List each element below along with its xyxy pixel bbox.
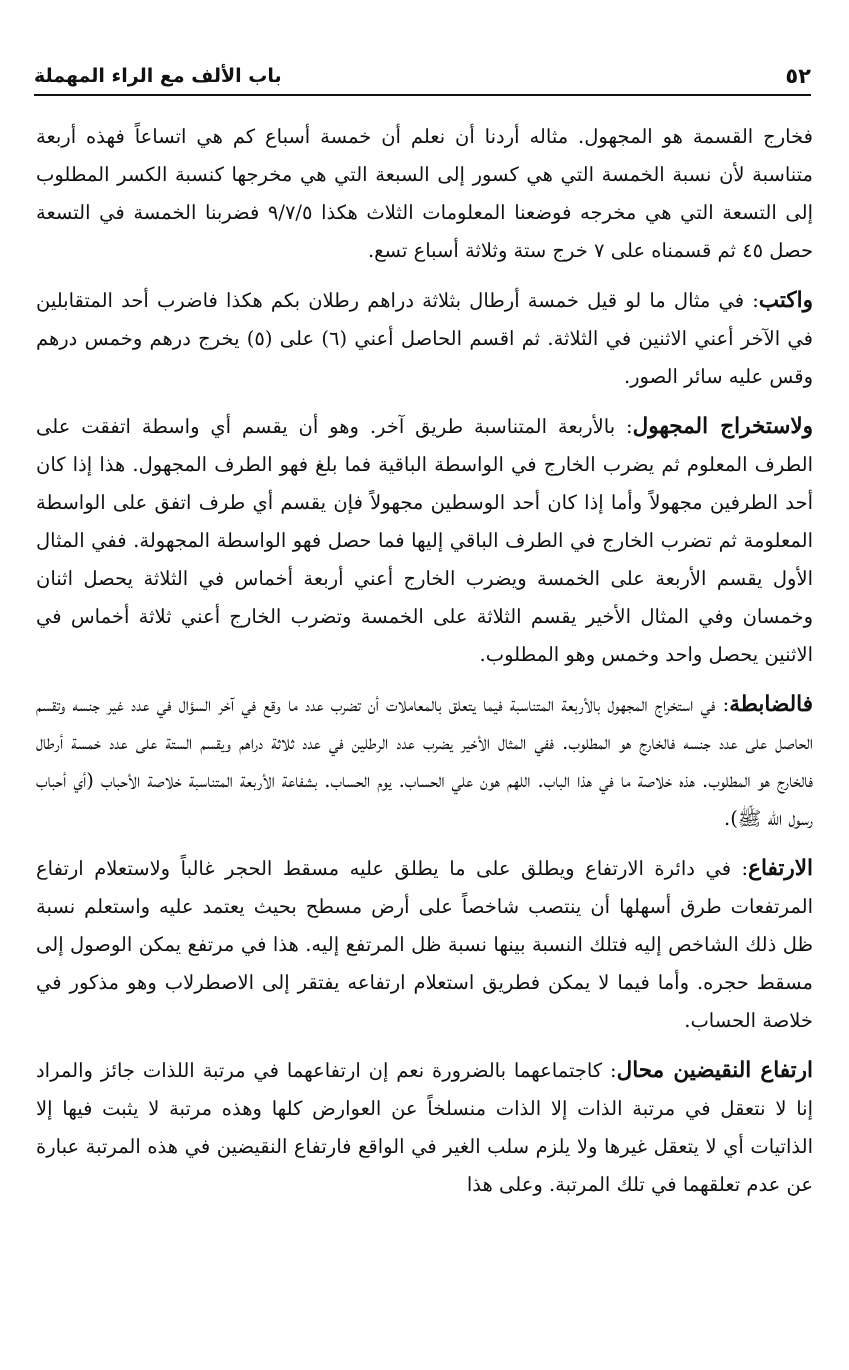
- paragraph: [36, 282, 813, 396]
- paragraph: [36, 850, 813, 1040]
- paragraph-lead: فالضابطة: [729, 692, 813, 717]
- paragraph: [36, 408, 813, 674]
- page-header: [34, 58, 811, 96]
- chapter-title: باب الألف مع الراء المهملة: [34, 65, 282, 87]
- paragraph-lead: واكتب: [758, 288, 813, 313]
- body-text: [36, 118, 813, 1216]
- page-number: ٥٢: [785, 64, 811, 88]
- paragraph-lead: ارتفاع النقيضين محال: [616, 1058, 813, 1083]
- paragraph: [36, 1052, 813, 1204]
- paragraph-lead: ولاستخراج المجهول: [632, 414, 813, 439]
- paragraph-text: : كاجتماعهما بالضرورة نعم إن ارتفاعهما في مرتبة اللذات جائز والمراد إنا لا نتعقل في مرتبة الذات إلا الذات منسلخاً عن العوارض كلها وهذه مرتبة لا يثبت فيها إلا الذاتيات أي لا يتعقل غيرها ولا يلزم سلب الغير في الواقع فارتفاع النقيضين في هذه المرتبة عبارة عن عدم تعلقهما في تلك المرتبة. وعلى هذا: [36, 1059, 813, 1196]
- paragraph-lead: الارتفاع: [748, 856, 813, 881]
- paragraph-text: فخارج القسمة هو المجهول. مثاله أردنا أن نعلم أن خمسة أسباع كم هي اتساعاً فهذه أربعة متناسبة لأن نسبة الخمسة التي هي كسور إلى السبعة التي هي مخرجها كنسبة الكسر المطلوب إلى التسعة التي هي مخرجه فوضعنا المعلومات الثلاث هكذا ٩/٧/٥ فضربنا الخمسة في التسعة حصل ٤٥ ثم قسمناه على ٧ خرج ستة وثلاثة أسباع تسع.: [36, 125, 813, 262]
- paragraph-text: : في استخراج المجهول بالأربعة المتناسبة فيما يتعلق بالمعاملات أن تضرب عدد ما وقع في آخر السؤال في عدد غير جنسه وتقسم الحاصل على عدد جنسه فالخارج هو المطلوب. ففي المثال الأخير يضرب عدد الرطلين في عدد ثلاثة دراهم ويقسم الستة على عدد خمسة أرطال فالخارج هو المطلوب. هذه خلاصة ما في هذا الباب. اللهم هون علي الحساب. يوم الحساب. بشفاعة الأربعة المتناسبة خلاصة الأحباب (أي أحباب رسول الله ﷺ).: [36, 693, 813, 830]
- paragraph: [36, 118, 813, 270]
- paragraph-text: : في دائرة الارتفاع ويطلق على ما يطلق عليه مسقط الحجر غالباً ولاستعلام ارتفاع المرتفعات طرق أسهلها أن ينتصب شاخصاً على أرض مسطح بحيث يعتمد عليه واستعلم نسبة ظل ذلك الشاخص إليه فتلك النسبة بينها نسبة ظل المرتفع إليه. هذا في مرتفع يمكن الوصول إلى مسقط حجره. وأما فيما لا يمكن فطريق استعلام ارتفاعه يفتقر إلى الاصطرلاب وهو مذكور في خلاصة الحساب.: [36, 857, 813, 1032]
- paragraph: [36, 686, 813, 838]
- paragraph-text: : بالأربعة المتناسبة طريق آخر. وهو أن يقسم أي واسطة اتفقت على الطرف المعلوم ثم يضرب الخارج في الواسطة الباقية فما بلغ فهو الطرف المجهول. هذا إذا كان أحد الطرفين مجهولاً وأما إذا كان أحد الوسطين مجهولاً فإن يقسم أي طرف اتفق على الواسطة المعلومة ثم تضرب الخارج في الطرف الباقي إليها فما حصل فهو الواسطة المجهولة. ففي المثال الأول يقسم الأربعة على الخمسة ويضرب الخارج أعني أربعة أخماس في الثلاثة يحصل اثنان وخمسان وفي المثال الأخير يقسم الثلاثة على الخمسة وتضرب الخارج أعني ثلاثة أخماس في الاثنين يحصل واحد وخمس وهو المطلوب.: [36, 415, 813, 666]
- paragraph-text: : في مثال ما لو قيل خمسة أرطال بثلاثة دراهم رطلان بكم هكذا فاضرب أحد المتقابلين في الآخر أعني الاثنين في الثلاثة. ثم اقسم الحاصل أعني (٦) على (٥) يخرج درهم وخمس درهم وقس عليه سائر الصور.: [36, 289, 813, 388]
